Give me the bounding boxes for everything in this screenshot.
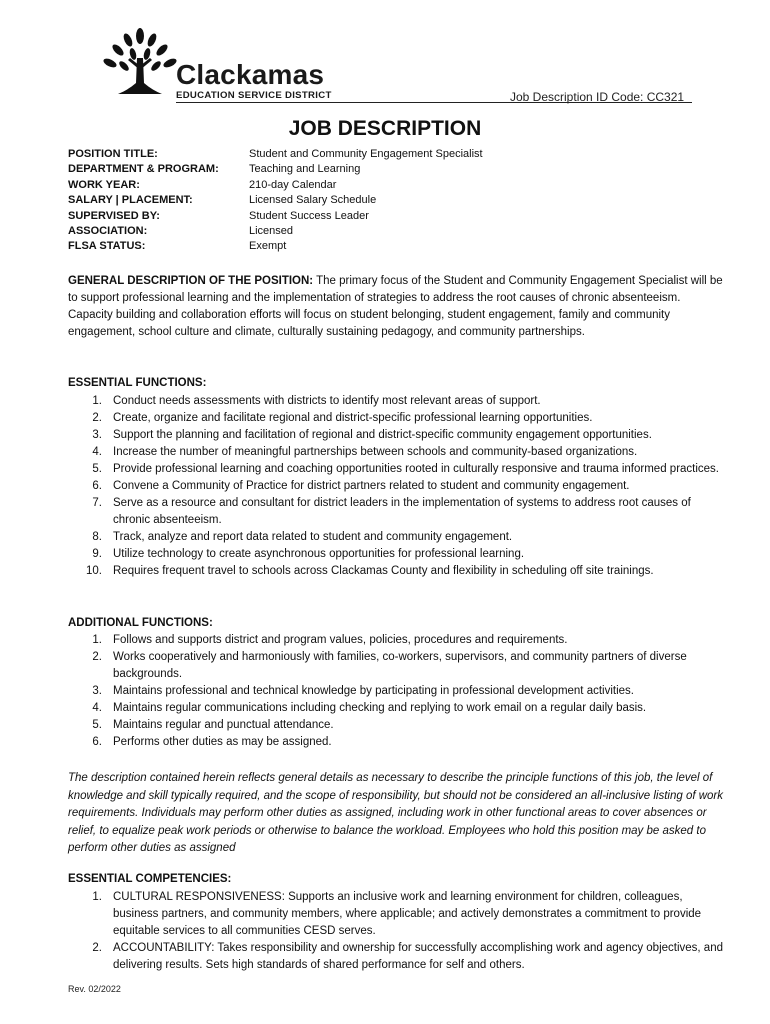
- list-item: [68, 495, 728, 529]
- list-text: Requires frequent travel to schools across Clackamas County and flexibility in scheduling off site trainings.: [113, 565, 654, 577]
- org-name: Clackamas: [176, 59, 325, 90]
- essential-functions-heading: ESSENTIAL FUNCTIONS:: [68, 377, 207, 389]
- info-label: SALARY | PLACEMENT:: [68, 194, 193, 207]
- info-value: Licensed: [249, 224, 294, 237]
- info-value: Student Success Leader: [249, 209, 369, 222]
- list-text: Maintains regular communications including checking and replying to work email on a regular daily basis.: [113, 702, 647, 714]
- list-item: [68, 940, 728, 974]
- disclaimer-text: The description contained herein reflects general details as necessary to describe the principle functions of this job, the level of knowledge and skill typically required, and the scope of responsibility, but should not be considered an all-inclusive listing of work requirements. Individuals may perform other duties as assigned, including work in other functional areas to cover absences or relief, to equalize peak work periods or otherwise to balance the workload. Employees who hold this position may be asked to perform other duties as assigned: [68, 772, 724, 855]
- revision-footer: Rev. 02/2022: [68, 984, 121, 994]
- info-label: ASSOCIATION:: [68, 224, 148, 237]
- info-label: POSITION TITLE:: [68, 148, 158, 160]
- list-number: 1.: [92, 891, 102, 903]
- list-item: [68, 546, 728, 563]
- list-number: 4.: [92, 446, 102, 458]
- list-text: CULTURAL RESPONSIVENESS: Supports an inclusive work and learning environment for children, colleagues, business partners, and community members, where applicable; and actively demonstrates a commitment to provide equitable services to all communities CESD serves.: [113, 891, 702, 937]
- list-number: 3.: [92, 429, 102, 441]
- list-item: [68, 889, 728, 940]
- page-title: JOB DESCRIPTION: [288, 117, 482, 140]
- list-text: Support the planning and facilitation of regional and district-specific community engagement opportunities.: [113, 429, 652, 441]
- list-item: [68, 649, 728, 683]
- list-number: 7.: [92, 497, 102, 509]
- essential-functions-list: [68, 393, 728, 580]
- additional-functions-list: [68, 632, 728, 751]
- list-item: [68, 717, 728, 734]
- general-description-heading: GENERAL DESCRIPTION OF THE POSITION:: [68, 275, 314, 287]
- list-number: 8.: [92, 531, 102, 543]
- info-value: Teaching and Learning: [249, 163, 361, 176]
- list-number: 1.: [92, 634, 102, 646]
- info-value: Licensed Salary Schedule: [249, 194, 377, 207]
- job-id-code: Job Description ID Code: CC321: [510, 90, 685, 104]
- list-text: Follows and supports district and program values, policies, procedures and requirements.: [113, 634, 568, 646]
- list-number: 2.: [92, 412, 102, 424]
- list-number: 1.: [92, 395, 102, 407]
- list-item: [68, 461, 728, 478]
- essential-competencies-heading: ESSENTIAL COMPETENCIES:: [68, 873, 232, 885]
- general-description-text: The primary focus of the Student and Community Engagement Specialist will be to support professional learning and the implementation of strategies to address the root causes of chronic absenteeism. Capacity building and collaboration efforts will focus on student belonging, student engagement, family and community engagement, school culture and climate, culturally sustaining pedagogy, and community partnerships.: [68, 275, 723, 338]
- list-item: [68, 700, 728, 717]
- list-text: Serve as a resource and consultant for district leaders in the implementation of systems to address root causes of chronic absenteeism.: [113, 497, 691, 526]
- list-item: [68, 632, 728, 649]
- info-label: WORK YEAR:: [68, 178, 140, 191]
- list-text: Convene a Community of Practice for district partners related to student and community engagement.: [113, 480, 630, 492]
- list-item: [68, 683, 728, 700]
- info-label: DEPARTMENT & PROGRAM:: [68, 163, 219, 176]
- info-label: SUPERVISED BY:: [68, 209, 160, 222]
- list-item: [68, 529, 728, 546]
- list-text: Maintains regular and punctual attendance.: [113, 719, 334, 731]
- list-number: 5.: [92, 463, 102, 475]
- list-number: 10.: [86, 565, 102, 577]
- list-number: 3.: [92, 685, 102, 697]
- org-subtitle: EDUCATION SERVICE DISTRICT: [176, 90, 332, 101]
- list-number: 5.: [92, 719, 102, 731]
- list-item: [68, 444, 728, 461]
- list-text: Track, analyze and report data related to student and community engagement.: [113, 531, 513, 543]
- list-text: Conduct needs assessments with districts to identify most relevant areas of support.: [113, 395, 541, 407]
- list-text: Works cooperatively and harmoniously with families, co-workers, supervisors, and community partners of diverse backgrounds.: [113, 651, 687, 680]
- tree-logo-icon: [100, 28, 180, 104]
- essential-competencies-list: [68, 889, 728, 974]
- additional-functions-heading: ADDITIONAL FUNCTIONS:: [68, 617, 213, 629]
- list-number: 6.: [92, 480, 102, 492]
- list-item: [68, 427, 728, 444]
- list-text: Performs other duties as may be assigned.: [113, 736, 332, 748]
- list-text: Provide professional learning and coaching opportunities rooted in culturally responsive and trauma informed practices.: [113, 463, 720, 475]
- list-number: 6.: [92, 736, 102, 748]
- list-text: ACCOUNTABILITY: Takes responsibility and ownership for successfully accomplishing work and agency objectives, and delivering results. Sets high standards of shared performance for self and others.: [113, 942, 723, 971]
- list-item: [68, 478, 728, 495]
- list-item: [68, 734, 728, 751]
- list-text: Maintains professional and technical knowledge by participating in professional development activities.: [113, 685, 634, 697]
- list-item: [68, 410, 728, 427]
- info-value: Student and Community Engagement Specialist: [249, 148, 483, 160]
- list-text: Create, organize and facilitate regional and district-specific professional learning opportunities.: [113, 412, 593, 424]
- list-text: Increase the number of meaningful partnerships between schools and community-based organizations.: [113, 446, 638, 458]
- list-text: Utilize technology to create asynchronous opportunities for professional learning.: [113, 548, 525, 560]
- info-value: 210-day Calendar: [249, 178, 337, 191]
- list-item: [68, 563, 728, 580]
- info-value: Exempt: [249, 240, 287, 253]
- list-number: 2.: [92, 651, 102, 663]
- info-label: FLSA STATUS:: [68, 240, 146, 253]
- list-number: 9.: [92, 548, 102, 560]
- list-item: [68, 393, 728, 410]
- general-description: [68, 273, 723, 341]
- clackamas-esd-logo: [100, 28, 332, 104]
- list-number: 2.: [92, 942, 102, 954]
- list-number: 4.: [92, 702, 102, 714]
